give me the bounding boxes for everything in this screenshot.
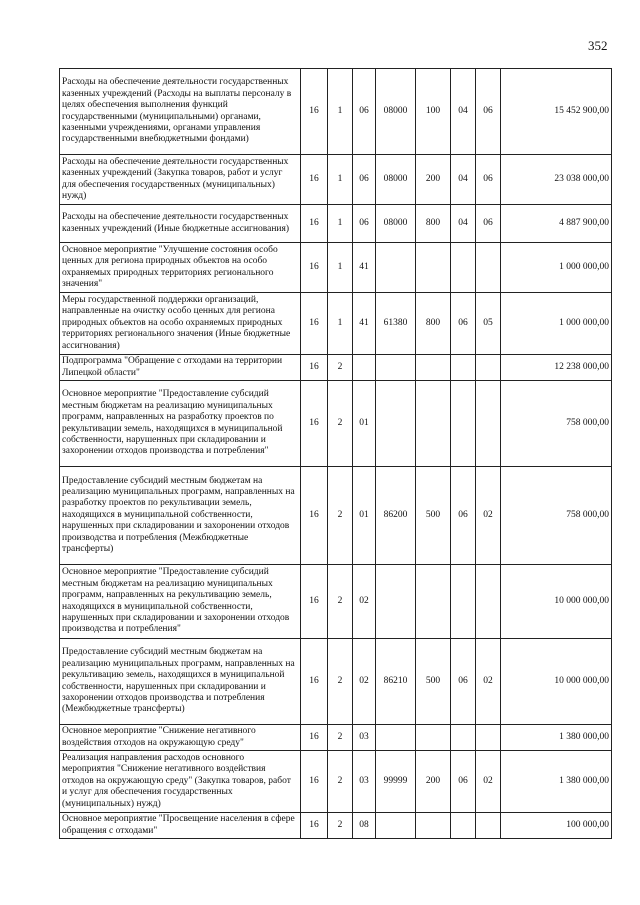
row-code-7: 06 xyxy=(476,69,501,155)
row-code-7 xyxy=(476,381,501,467)
row-code-5: 200 xyxy=(416,155,451,205)
row-code-5 xyxy=(416,725,451,751)
row-description: Основное мероприятие "Улучшение состояния особо ценных для региона природных объектов на особо охраняемых природных территориях регионального значения" xyxy=(60,243,301,293)
row-code-6: 06 xyxy=(451,293,476,355)
row-code-7 xyxy=(476,813,501,839)
budget-table xyxy=(59,68,612,839)
row-description: Расходы на обеспечение деятельности государственных казенных учреждений (Иные бюджетные ассигнования) xyxy=(60,205,301,243)
table-row xyxy=(60,205,612,243)
row-description: Меры государственной поддержки организаций, направленные на очистку особо ценных для региона природных объектов на особо охраняемых природных территориях регионального значения (Иные бюджетные ассигнования) xyxy=(60,293,301,355)
row-code-1: 16 xyxy=(301,205,328,243)
row-code-6: 06 xyxy=(451,639,476,725)
page-number: 352 xyxy=(588,38,608,53)
row-code-7: 06 xyxy=(476,155,501,205)
row-code-3: 03 xyxy=(353,725,376,751)
row-amount: 10 000 000,00 xyxy=(501,565,612,639)
row-code-5: 500 xyxy=(416,639,451,725)
row-code-4: 08000 xyxy=(376,205,416,243)
row-code-7: 02 xyxy=(476,751,501,813)
row-description: Основное мероприятие "Предоставление субсидий местным бюджетам на реализацию муниципальных программ, направленных на разработку проектов по рекультивации земель, находящихся в муниципальной собственности, нарушенных при складировании и захоронении отходов производства и потребления" xyxy=(60,381,301,467)
row-code-5 xyxy=(416,813,451,839)
row-code-2: 1 xyxy=(328,69,353,155)
row-code-4: 86210 xyxy=(376,639,416,725)
row-code-3: 06 xyxy=(353,69,376,155)
row-code-1: 16 xyxy=(301,813,328,839)
row-code-6: 04 xyxy=(451,69,476,155)
row-code-6 xyxy=(451,381,476,467)
row-code-4 xyxy=(376,813,416,839)
row-amount: 12 238 000,00 xyxy=(501,355,612,381)
row-amount: 10 000 000,00 xyxy=(501,639,612,725)
row-code-5 xyxy=(416,243,451,293)
row-amount: 758 000,00 xyxy=(501,467,612,565)
table-row xyxy=(60,725,612,751)
row-description: Основное мероприятие "Снижение негативного воздействия отходов на окружающую среду" xyxy=(60,725,301,751)
table-row xyxy=(60,639,612,725)
row-code-2: 2 xyxy=(328,751,353,813)
table-row xyxy=(60,243,612,293)
row-code-3: 06 xyxy=(353,205,376,243)
row-amount: 1 000 000,00 xyxy=(501,293,612,355)
row-amount: 100 000,00 xyxy=(501,813,612,839)
row-code-6: 06 xyxy=(451,751,476,813)
row-code-4: 99999 xyxy=(376,751,416,813)
row-code-2: 2 xyxy=(328,725,353,751)
table-row xyxy=(60,355,612,381)
row-code-7: 02 xyxy=(476,639,501,725)
row-code-7: 02 xyxy=(476,467,501,565)
row-code-3 xyxy=(353,355,376,381)
row-description: Предоставление субсидий местным бюджетам на реализацию муниципальных программ, направленных на рекультивацию земель, находящихся в муниципальной собственности, нарушенных при складировании и захоронении отходов производства и потребления (Межбюджетные трансферты) xyxy=(60,639,301,725)
row-code-1: 16 xyxy=(301,639,328,725)
table-row xyxy=(60,381,612,467)
row-code-5 xyxy=(416,355,451,381)
table-row xyxy=(60,467,612,565)
row-code-2: 2 xyxy=(328,639,353,725)
row-code-4: 08000 xyxy=(376,69,416,155)
row-code-6: 04 xyxy=(451,155,476,205)
row-code-3: 01 xyxy=(353,381,376,467)
row-code-5: 100 xyxy=(416,69,451,155)
row-amount: 1 000 000,00 xyxy=(501,243,612,293)
table-row xyxy=(60,565,612,639)
row-code-6: 06 xyxy=(451,467,476,565)
row-description: Предоставление субсидий местным бюджетам на реализацию муниципальных программ, направленных на разработку проектов по рекультивации земель, находящихся в муниципальной собственности, нарушенных при складировании и захоронении отходов производства и потребления (Межбюджетные трансферты) xyxy=(60,467,301,565)
row-code-5: 500 xyxy=(416,467,451,565)
row-code-2: 2 xyxy=(328,381,353,467)
row-code-6 xyxy=(451,355,476,381)
row-code-7 xyxy=(476,565,501,639)
row-code-1: 16 xyxy=(301,355,328,381)
row-code-4: 08000 xyxy=(376,155,416,205)
row-code-1: 16 xyxy=(301,243,328,293)
row-amount: 1 380 000,00 xyxy=(501,725,612,751)
row-description: Расходы на обеспечение деятельности государственных казенных учреждений (Закупка товаров, работ и услуг для обеспечения государственных (муниципальных) нужд) xyxy=(60,155,301,205)
row-code-5: 800 xyxy=(416,293,451,355)
budget-table-body xyxy=(60,69,612,839)
row-code-1: 16 xyxy=(301,751,328,813)
table-row xyxy=(60,155,612,205)
row-code-3: 06 xyxy=(353,155,376,205)
row-code-7: 06 xyxy=(476,205,501,243)
row-code-1: 16 xyxy=(301,565,328,639)
row-code-6 xyxy=(451,813,476,839)
row-code-3: 41 xyxy=(353,293,376,355)
row-code-1: 16 xyxy=(301,293,328,355)
row-code-4: 86200 xyxy=(376,467,416,565)
row-code-6 xyxy=(451,243,476,293)
row-code-3: 02 xyxy=(353,639,376,725)
row-code-5: 200 xyxy=(416,751,451,813)
row-description: Реализация направления расходов основного мероприятия "Снижение негативного воздействия отходов на окружающую среду" (Закупка товаров, работ и услуг для обеспечения государственных (муниципальных) нужд) xyxy=(60,751,301,813)
table-row xyxy=(60,751,612,813)
row-code-1: 16 xyxy=(301,155,328,205)
row-amount: 23 038 000,00 xyxy=(501,155,612,205)
row-code-2: 2 xyxy=(328,565,353,639)
row-code-3: 08 xyxy=(353,813,376,839)
row-code-3: 03 xyxy=(353,751,376,813)
table-row xyxy=(60,293,612,355)
row-code-1: 16 xyxy=(301,467,328,565)
row-code-7 xyxy=(476,725,501,751)
row-code-4 xyxy=(376,355,416,381)
row-code-1: 16 xyxy=(301,725,328,751)
row-code-4 xyxy=(376,565,416,639)
row-code-2: 2 xyxy=(328,813,353,839)
row-amount: 1 380 000,00 xyxy=(501,751,612,813)
row-description: Подпрограмма "Обращение с отходами на территории Липецкой области" xyxy=(60,355,301,381)
row-code-2: 1 xyxy=(328,293,353,355)
row-code-1: 16 xyxy=(301,381,328,467)
row-code-7 xyxy=(476,243,501,293)
row-code-3: 01 xyxy=(353,467,376,565)
row-description: Расходы на обеспечение деятельности государственных казенных учреждений (Расходы на выплаты персоналу в целях обеспечения выполнения функций государственными (муниципальными) органами, казенными учреждениями, органами управления государственными внебюджетными фондами) xyxy=(60,69,301,155)
row-code-4: 61380 xyxy=(376,293,416,355)
row-code-6 xyxy=(451,725,476,751)
row-code-2: 2 xyxy=(328,467,353,565)
row-code-7: 05 xyxy=(476,293,501,355)
row-code-3: 02 xyxy=(353,565,376,639)
row-code-5 xyxy=(416,565,451,639)
row-amount: 15 452 900,00 xyxy=(501,69,612,155)
table-row xyxy=(60,69,612,155)
row-code-5: 800 xyxy=(416,205,451,243)
row-code-4 xyxy=(376,725,416,751)
row-code-1: 16 xyxy=(301,69,328,155)
row-code-2: 2 xyxy=(328,355,353,381)
table-row xyxy=(60,813,612,839)
row-code-2: 1 xyxy=(328,155,353,205)
row-code-2: 1 xyxy=(328,243,353,293)
row-code-6 xyxy=(451,565,476,639)
row-code-4 xyxy=(376,243,416,293)
row-amount: 4 887 900,00 xyxy=(501,205,612,243)
row-code-7 xyxy=(476,355,501,381)
row-description: Основное мероприятие "Просвещение населения в сфере обращения с отходами" xyxy=(60,813,301,839)
row-amount: 758 000,00 xyxy=(501,381,612,467)
row-code-4 xyxy=(376,381,416,467)
row-code-6: 04 xyxy=(451,205,476,243)
row-code-3: 41 xyxy=(353,243,376,293)
row-code-2: 1 xyxy=(328,205,353,243)
row-code-5 xyxy=(416,381,451,467)
row-description: Основное мероприятие "Предоставление субсидий местным бюджетам на реализацию муниципальных программ, направленных на рекультивацию земель, находящихся в муниципальной собственности, нарушенных при складировании и захоронении отходов производства и потребления" xyxy=(60,565,301,639)
